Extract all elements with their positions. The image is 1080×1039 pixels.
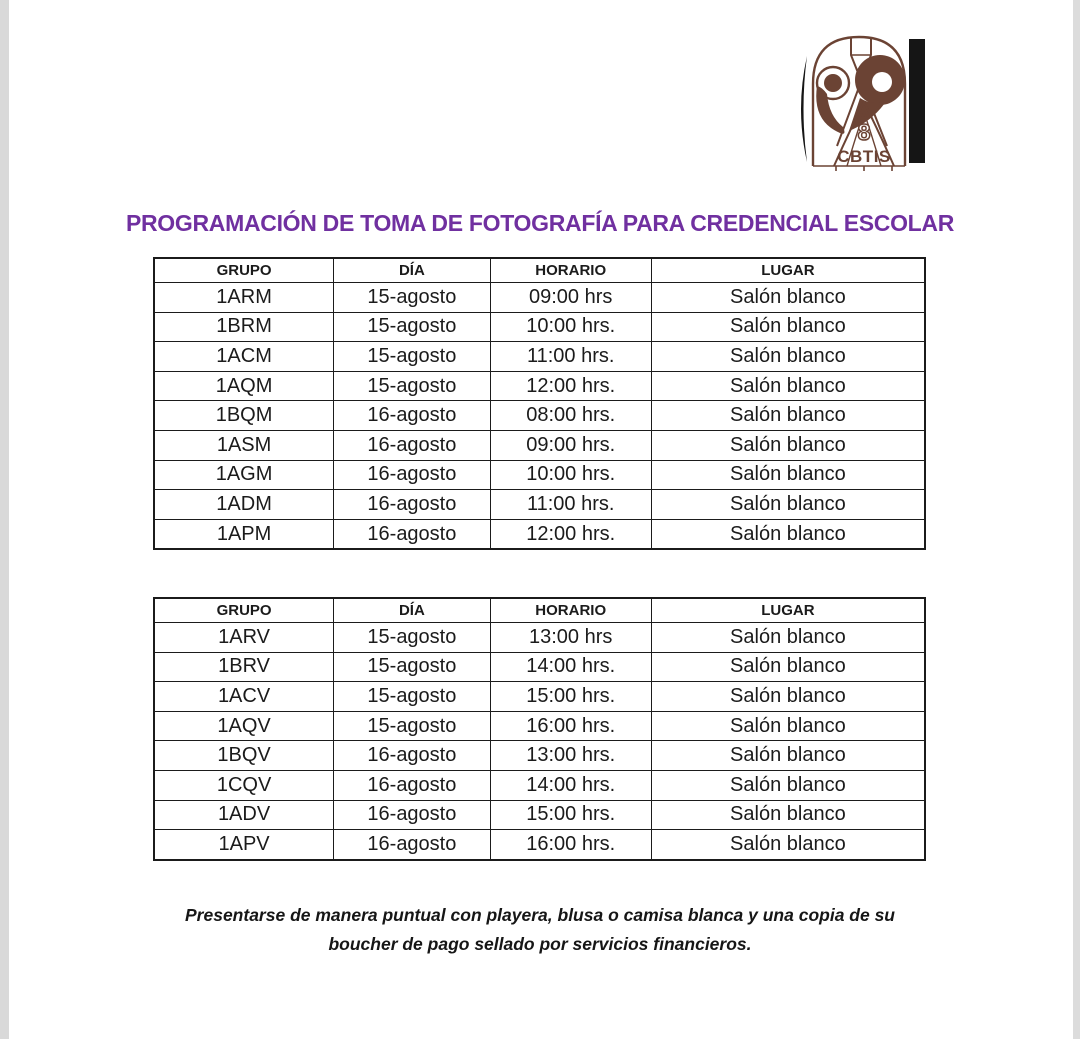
- column-header: DÍA: [334, 258, 491, 283]
- table-cell: 1AQM: [154, 371, 334, 401]
- table-cell: 15-agosto: [334, 312, 491, 342]
- table-row: [154, 312, 925, 342]
- column-header: DÍA: [334, 598, 491, 623]
- table-cell: 15:00 hrs.: [490, 800, 651, 830]
- schedule-table-morning: [153, 257, 926, 550]
- table-cell: 1ADM: [154, 490, 334, 520]
- table-cell: 16:00 hrs.: [490, 711, 651, 741]
- logo-bar: [909, 39, 925, 163]
- header-row: [154, 598, 925, 623]
- table-cell: 09:00 hrs.: [490, 430, 651, 460]
- table-cell: Salón blanco: [651, 283, 925, 313]
- table-cell: 16-agosto: [334, 800, 491, 830]
- table-cell: Salón blanco: [651, 371, 925, 401]
- table-cell: 15-agosto: [334, 652, 491, 682]
- table-cell: Salón blanco: [651, 312, 925, 342]
- table-cell: 11:00 hrs.: [490, 490, 651, 520]
- cbtis-8-logo: [794, 28, 934, 176]
- table-cell: 16-agosto: [334, 490, 491, 520]
- table-row: [154, 830, 925, 860]
- table-cell: Salón blanco: [651, 519, 925, 549]
- table-cell: 16-agosto: [334, 519, 491, 549]
- table-cell: 1ARM: [154, 283, 334, 313]
- header-row: [154, 258, 925, 283]
- scan-edge-left: [0, 0, 9, 1039]
- table-cell: 09:00 hrs: [490, 283, 651, 313]
- table-cell: Salón blanco: [651, 490, 925, 520]
- table-cell: Salón blanco: [651, 800, 925, 830]
- table-cell: Salón blanco: [651, 623, 925, 653]
- table-cell: 15-agosto: [334, 711, 491, 741]
- column-header: GRUPO: [154, 258, 334, 283]
- footer-note-line-2: boucher de pago sellado por servicios financieros.: [328, 934, 752, 954]
- table-cell: Salón blanco: [651, 711, 925, 741]
- table-row: [154, 430, 925, 460]
- cbtis-8-logo-graphic: [794, 28, 934, 176]
- table-cell: 1ASM: [154, 430, 334, 460]
- table-row: [154, 490, 925, 520]
- table-cell: 16-agosto: [334, 460, 491, 490]
- table-cell: 08:00 hrs.: [490, 401, 651, 431]
- table-cell: 10:00 hrs.: [490, 460, 651, 490]
- table-cell: Salón blanco: [651, 430, 925, 460]
- table-cell: 1AQV: [154, 711, 334, 741]
- column-header: LUGAR: [651, 598, 925, 623]
- table-cell: 1AGM: [154, 460, 334, 490]
- table-row: [154, 711, 925, 741]
- table-cell: 1ACV: [154, 682, 334, 712]
- table-cell: Salón blanco: [651, 741, 925, 771]
- table-cell: 15-agosto: [334, 371, 491, 401]
- table-cell: 1ACM: [154, 342, 334, 372]
- table-cell: 15:00 hrs.: [490, 682, 651, 712]
- table-row: [154, 283, 925, 313]
- table-row: [154, 623, 925, 653]
- schedule-table-afternoon: [153, 597, 926, 861]
- table-row: [154, 741, 925, 771]
- column-header: LUGAR: [651, 258, 925, 283]
- column-header: HORARIO: [490, 258, 651, 283]
- table-cell: 1APM: [154, 519, 334, 549]
- table-cell: 10:00 hrs.: [490, 312, 651, 342]
- table-cell: 16-agosto: [334, 830, 491, 860]
- table-cell: 16-agosto: [334, 741, 491, 771]
- footer-note-line-1: Presentarse de manera puntual con playera, blusa o camisa blanca y una copia de su: [185, 905, 895, 925]
- table-cell: 1BQM: [154, 401, 334, 431]
- table-row: [154, 371, 925, 401]
- table-cell: 14:00 hrs.: [490, 770, 651, 800]
- table-cell: 1BQV: [154, 741, 334, 771]
- column-header: GRUPO: [154, 598, 334, 623]
- logo-acronym: CBTIS: [837, 147, 891, 166]
- table-cell: 12:00 hrs.: [490, 519, 651, 549]
- table-cell: Salón blanco: [651, 652, 925, 682]
- table-cell: 14:00 hrs.: [490, 652, 651, 682]
- table-row: [154, 460, 925, 490]
- logo-crescent: [801, 56, 807, 162]
- footer-note: [70, 901, 1010, 959]
- table-cell: 16-agosto: [334, 770, 491, 800]
- table-cell: Salón blanco: [651, 770, 925, 800]
- table-cell: 15-agosto: [334, 623, 491, 653]
- table-cell: 15-agosto: [334, 342, 491, 372]
- logo-number: 8: [857, 119, 871, 145]
- table-cell: 13:00 hrs: [490, 623, 651, 653]
- table-row: [154, 800, 925, 830]
- table-cell: 1BRV: [154, 652, 334, 682]
- table-cell: 15-agosto: [334, 283, 491, 313]
- table-row: [154, 652, 925, 682]
- table-row: [154, 519, 925, 549]
- page-title: PROGRAMACIÓN DE TOMA DE FOTOGRAFÍA PARA CREDENCIAL ESCOLAR: [125, 210, 955, 236]
- table-row: [154, 682, 925, 712]
- table-cell: 16-agosto: [334, 401, 491, 431]
- table-row: [154, 770, 925, 800]
- table-cell: Salón blanco: [651, 401, 925, 431]
- table-cell: 1CQV: [154, 770, 334, 800]
- table-cell: 1ADV: [154, 800, 334, 830]
- table-cell: 11:00 hrs.: [490, 342, 651, 372]
- table-cell: 12:00 hrs.: [490, 371, 651, 401]
- table-cell: 16:00 hrs.: [490, 830, 651, 860]
- table-row: [154, 342, 925, 372]
- table-cell: Salón blanco: [651, 682, 925, 712]
- table-cell: 1ARV: [154, 623, 334, 653]
- column-header: HORARIO: [490, 598, 651, 623]
- table-row: [154, 401, 925, 431]
- table-cell: 15-agosto: [334, 682, 491, 712]
- scan-edge-right: [1073, 0, 1080, 1039]
- table-cell: Salón blanco: [651, 460, 925, 490]
- table-cell: 1APV: [154, 830, 334, 860]
- table-cell: Salón blanco: [651, 830, 925, 860]
- table-cell: 16-agosto: [334, 430, 491, 460]
- table-cell: 1BRM: [154, 312, 334, 342]
- table-cell: Salón blanco: [651, 342, 925, 372]
- table-cell: 13:00 hrs.: [490, 741, 651, 771]
